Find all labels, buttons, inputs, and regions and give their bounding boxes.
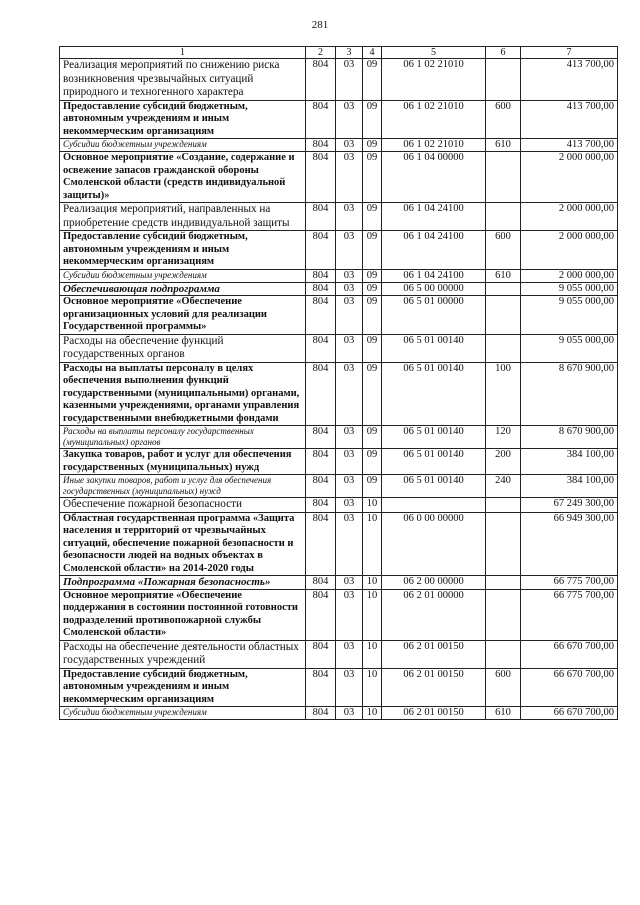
- target-article-cell: 06 5 01 00140: [382, 475, 486, 498]
- ministry-code-cell: 804: [306, 589, 336, 640]
- subsection-code-cell: 09: [363, 449, 382, 475]
- ministry-code-cell: 804: [306, 475, 336, 498]
- table-row: [60, 362, 618, 426]
- item-name-cell: Основное мероприятие «Создание, содержание и освежение запасов гражданской обороны Смоленской области (средств индивидуальной защиты)»: [60, 152, 306, 203]
- subsection-code-cell: 10: [363, 668, 382, 707]
- subsection-code-cell: 10: [363, 576, 382, 590]
- subsection-code-cell: 09: [363, 296, 382, 335]
- subsection-code-cell: 09: [363, 426, 382, 449]
- page-number: 281: [311, 19, 329, 31]
- amount-cell: 384 100,00: [521, 449, 618, 475]
- target-article-cell: 06 2 01 00150: [382, 668, 486, 707]
- expense-type-cell: 200: [486, 449, 521, 475]
- target-article-cell: 06 2 01 00000: [382, 589, 486, 640]
- section-code-cell: 03: [336, 203, 363, 231]
- item-name-cell: Предоставление субсидий бюджетным, автономным учреждениям и иным некоммерческим организациям: [60, 100, 306, 139]
- amount-cell: 67 249 300,00: [521, 498, 618, 513]
- column-header: 6: [486, 47, 521, 59]
- target-article-cell: 06 1 04 24100: [382, 269, 486, 282]
- item-name-cell: Субсидии бюджетным учреждениям: [60, 139, 306, 152]
- amount-cell: 2 000 000,00: [521, 203, 618, 231]
- expense-type-cell: [486, 203, 521, 231]
- expense-type-cell: [486, 59, 521, 101]
- section-code-cell: 03: [336, 498, 363, 513]
- expense-type-cell: [486, 576, 521, 590]
- table-row: [60, 589, 618, 640]
- table-row: [60, 498, 618, 513]
- target-article-cell: 06 1 04 24100: [382, 231, 486, 270]
- table-row: [60, 576, 618, 590]
- ministry-code-cell: 804: [306, 334, 336, 362]
- table-row: [60, 668, 618, 707]
- expense-type-cell: 100: [486, 362, 521, 426]
- ministry-code-cell: 804: [306, 640, 336, 668]
- item-name-cell: Субсидии бюджетным учреждениям: [60, 707, 306, 720]
- target-article-cell: 06 5 01 00140: [382, 426, 486, 449]
- subsection-code-cell: 09: [363, 475, 382, 498]
- target-article-cell: 06 1 02 21010: [382, 100, 486, 139]
- subsection-code-cell: 09: [363, 59, 382, 101]
- item-name-cell: Основное мероприятие «Обеспечение организационных условий для реализации Государственной программы»: [60, 296, 306, 335]
- expense-type-cell: [486, 512, 521, 576]
- subsection-code-cell: 09: [363, 203, 382, 231]
- target-article-cell: 06 1 04 00000: [382, 152, 486, 203]
- item-name-cell: Реализация мероприятий по снижению риска возникновения чрезвычайных ситуаций природного и техногенного характера: [60, 59, 306, 101]
- section-code-cell: 03: [336, 231, 363, 270]
- table-row: [60, 203, 618, 231]
- target-article-cell: 06 5 01 00140: [382, 334, 486, 362]
- item-name-cell: Обеспечивающая подпрограмма: [60, 282, 306, 296]
- amount-cell: 2 000 000,00: [521, 269, 618, 282]
- item-name-cell: Закупка товаров, работ и услуг для обеспечения государственных (муниципальных) нужд: [60, 449, 306, 475]
- subsection-code-cell: 09: [363, 269, 382, 282]
- table-row: [60, 282, 618, 296]
- item-name-cell: Реализация мероприятий, направленных на приобретение средств индивидуальной защиты: [60, 203, 306, 231]
- table-row: [60, 139, 618, 152]
- ministry-code-cell: 804: [306, 203, 336, 231]
- expense-type-cell: 610: [486, 269, 521, 282]
- amount-cell: 66 949 300,00: [521, 512, 618, 576]
- subsection-code-cell: 09: [363, 100, 382, 139]
- amount-cell: 413 700,00: [521, 100, 618, 139]
- target-article-cell: 06 2 01 00150: [382, 707, 486, 720]
- amount-cell: 66 775 700,00: [521, 589, 618, 640]
- amount-cell: 9 055 000,00: [521, 282, 618, 296]
- table-row: [60, 59, 618, 101]
- section-code-cell: 03: [336, 139, 363, 152]
- section-code-cell: 03: [336, 449, 363, 475]
- expense-type-cell: 600: [486, 100, 521, 139]
- subsection-code-cell: 09: [363, 362, 382, 426]
- amount-cell: 9 055 000,00: [521, 334, 618, 362]
- amount-cell: 66 775 700,00: [521, 576, 618, 590]
- target-article-cell: 06 1 04 24100: [382, 203, 486, 231]
- item-name-cell: Расходы на обеспечение деятельности областных государственных учреждений: [60, 640, 306, 668]
- ministry-code-cell: 804: [306, 449, 336, 475]
- amount-cell: 384 100,00: [521, 475, 618, 498]
- column-header: 5: [382, 47, 486, 59]
- subsection-code-cell: 09: [363, 139, 382, 152]
- table-row: [60, 100, 618, 139]
- ministry-code-cell: 804: [306, 576, 336, 590]
- target-article-cell: 06 5 01 00140: [382, 362, 486, 426]
- target-article-cell: 06 5 00 00000: [382, 282, 486, 296]
- expense-type-cell: 600: [486, 231, 521, 270]
- item-name-cell: Подпрограмма «Пожарная безопасность»: [60, 576, 306, 590]
- table-row: [60, 231, 618, 270]
- table-row: [60, 334, 618, 362]
- ministry-code-cell: 804: [306, 269, 336, 282]
- amount-cell: 8 670 900,00: [521, 362, 618, 426]
- target-article-cell: 06 2 00 00000: [382, 576, 486, 590]
- section-code-cell: 03: [336, 152, 363, 203]
- amount-cell: 413 700,00: [521, 59, 618, 101]
- item-name-cell: Расходы на выплаты персоналу государственных (муниципальных) органов: [60, 426, 306, 449]
- header-row: [60, 47, 618, 59]
- expense-type-cell: 600: [486, 668, 521, 707]
- target-article-cell: 06 0 00 00000: [382, 512, 486, 576]
- target-article-cell: 06 1 02 21010: [382, 59, 486, 101]
- table-row: [60, 640, 618, 668]
- section-code-cell: 03: [336, 576, 363, 590]
- subsection-code-cell: 10: [363, 498, 382, 513]
- ministry-code-cell: 804: [306, 139, 336, 152]
- table-row: [60, 152, 618, 203]
- ministry-code-cell: 804: [306, 231, 336, 270]
- table-row: [60, 512, 618, 576]
- expense-type-cell: 610: [486, 139, 521, 152]
- item-name-cell: Расходы на обеспечение функций государственных органов: [60, 334, 306, 362]
- ministry-code-cell: 804: [306, 152, 336, 203]
- column-header: 3: [336, 47, 363, 59]
- section-code-cell: 03: [336, 707, 363, 720]
- ministry-code-cell: 804: [306, 498, 336, 513]
- item-name-cell: Иные закупки товаров, работ и услуг для обеспечения государственных (муниципальных) нужд: [60, 475, 306, 498]
- section-code-cell: 03: [336, 296, 363, 335]
- table-row: [60, 449, 618, 475]
- subsection-code-cell: 09: [363, 152, 382, 203]
- item-name-cell: Основное мероприятие «Обеспечение поддержания в состоянии постоянной готовности подразделений противопожарной службы Смоленской области»: [60, 589, 306, 640]
- column-header: 2: [306, 47, 336, 59]
- subsection-code-cell: 10: [363, 640, 382, 668]
- budget-table: [59, 46, 618, 720]
- column-header: 4: [363, 47, 382, 59]
- section-code-cell: 03: [336, 334, 363, 362]
- item-name-cell: Расходы на выплаты персоналу в целях обеспечения выполнения функций государственными (муниципальными) органами, казенными учреждениями, органами управления государственными внебюджетными фондами: [60, 362, 306, 426]
- ministry-code-cell: 804: [306, 59, 336, 101]
- amount-cell: 66 670 700,00: [521, 668, 618, 707]
- expense-type-cell: [486, 498, 521, 513]
- expense-type-cell: 240: [486, 475, 521, 498]
- table-row: [60, 707, 618, 720]
- expense-type-cell: 610: [486, 707, 521, 720]
- amount-cell: 2 000 000,00: [521, 152, 618, 203]
- section-code-cell: 03: [336, 100, 363, 139]
- target-article-cell: 06 5 01 00140: [382, 449, 486, 475]
- amount-cell: 413 700,00: [521, 139, 618, 152]
- ministry-code-cell: 804: [306, 426, 336, 449]
- table-row: [60, 426, 618, 449]
- section-code-cell: 03: [336, 59, 363, 101]
- expense-type-cell: [486, 152, 521, 203]
- item-name-cell: Предоставление субсидий бюджетным, автономным учреждениям и иным некоммерческим организациям: [60, 668, 306, 707]
- expense-type-cell: [486, 282, 521, 296]
- item-name-cell: Субсидии бюджетным учреждениям: [60, 269, 306, 282]
- item-name-cell: Областная государственная программа «Защита населения и территорий от чрезвычайных ситуаций, обеспечение пожарной безопасности и безопасности людей на водных объектах в Смоленской области» на 2014-2020 годы: [60, 512, 306, 576]
- amount-cell: 8 670 900,00: [521, 426, 618, 449]
- amount-cell: 66 670 700,00: [521, 707, 618, 720]
- ministry-code-cell: 804: [306, 707, 336, 720]
- expense-type-cell: [486, 296, 521, 335]
- table-row: [60, 269, 618, 282]
- column-header: 7: [521, 47, 618, 59]
- target-article-cell: 06 1 02 21010: [382, 139, 486, 152]
- table-row: [60, 296, 618, 335]
- amount-cell: 9 055 000,00: [521, 296, 618, 335]
- item-name-cell: Предоставление субсидий бюджетным, автономным учреждениям и иным некоммерческим организациям: [60, 231, 306, 270]
- section-code-cell: 03: [336, 668, 363, 707]
- ministry-code-cell: 804: [306, 362, 336, 426]
- subsection-code-cell: 10: [363, 589, 382, 640]
- section-code-cell: 03: [336, 362, 363, 426]
- subsection-code-cell: 09: [363, 282, 382, 296]
- ministry-code-cell: 804: [306, 282, 336, 296]
- subsection-code-cell: 10: [363, 512, 382, 576]
- section-code-cell: 03: [336, 512, 363, 576]
- amount-cell: 2 000 000,00: [521, 231, 618, 270]
- expense-type-cell: [486, 640, 521, 668]
- subsection-code-cell: 10: [363, 707, 382, 720]
- ministry-code-cell: 804: [306, 296, 336, 335]
- ministry-code-cell: 804: [306, 512, 336, 576]
- expense-type-cell: 120: [486, 426, 521, 449]
- target-article-cell: 06 5 01 00000: [382, 296, 486, 335]
- section-code-cell: 03: [336, 475, 363, 498]
- section-code-cell: 03: [336, 426, 363, 449]
- amount-cell: 66 670 700,00: [521, 640, 618, 668]
- section-code-cell: 03: [336, 640, 363, 668]
- target-article-cell: [382, 498, 486, 513]
- section-code-cell: 03: [336, 282, 363, 296]
- expense-type-cell: [486, 334, 521, 362]
- item-name-cell: Обеспечение пожарной безопасности: [60, 498, 306, 513]
- table-row: [60, 475, 618, 498]
- column-header: 1: [60, 47, 306, 59]
- subsection-code-cell: 09: [363, 231, 382, 270]
- section-code-cell: 03: [336, 589, 363, 640]
- subsection-code-cell: 09: [363, 334, 382, 362]
- target-article-cell: 06 2 01 00150: [382, 640, 486, 668]
- expense-type-cell: [486, 589, 521, 640]
- ministry-code-cell: 804: [306, 668, 336, 707]
- ministry-code-cell: 804: [306, 100, 336, 139]
- section-code-cell: 03: [336, 269, 363, 282]
